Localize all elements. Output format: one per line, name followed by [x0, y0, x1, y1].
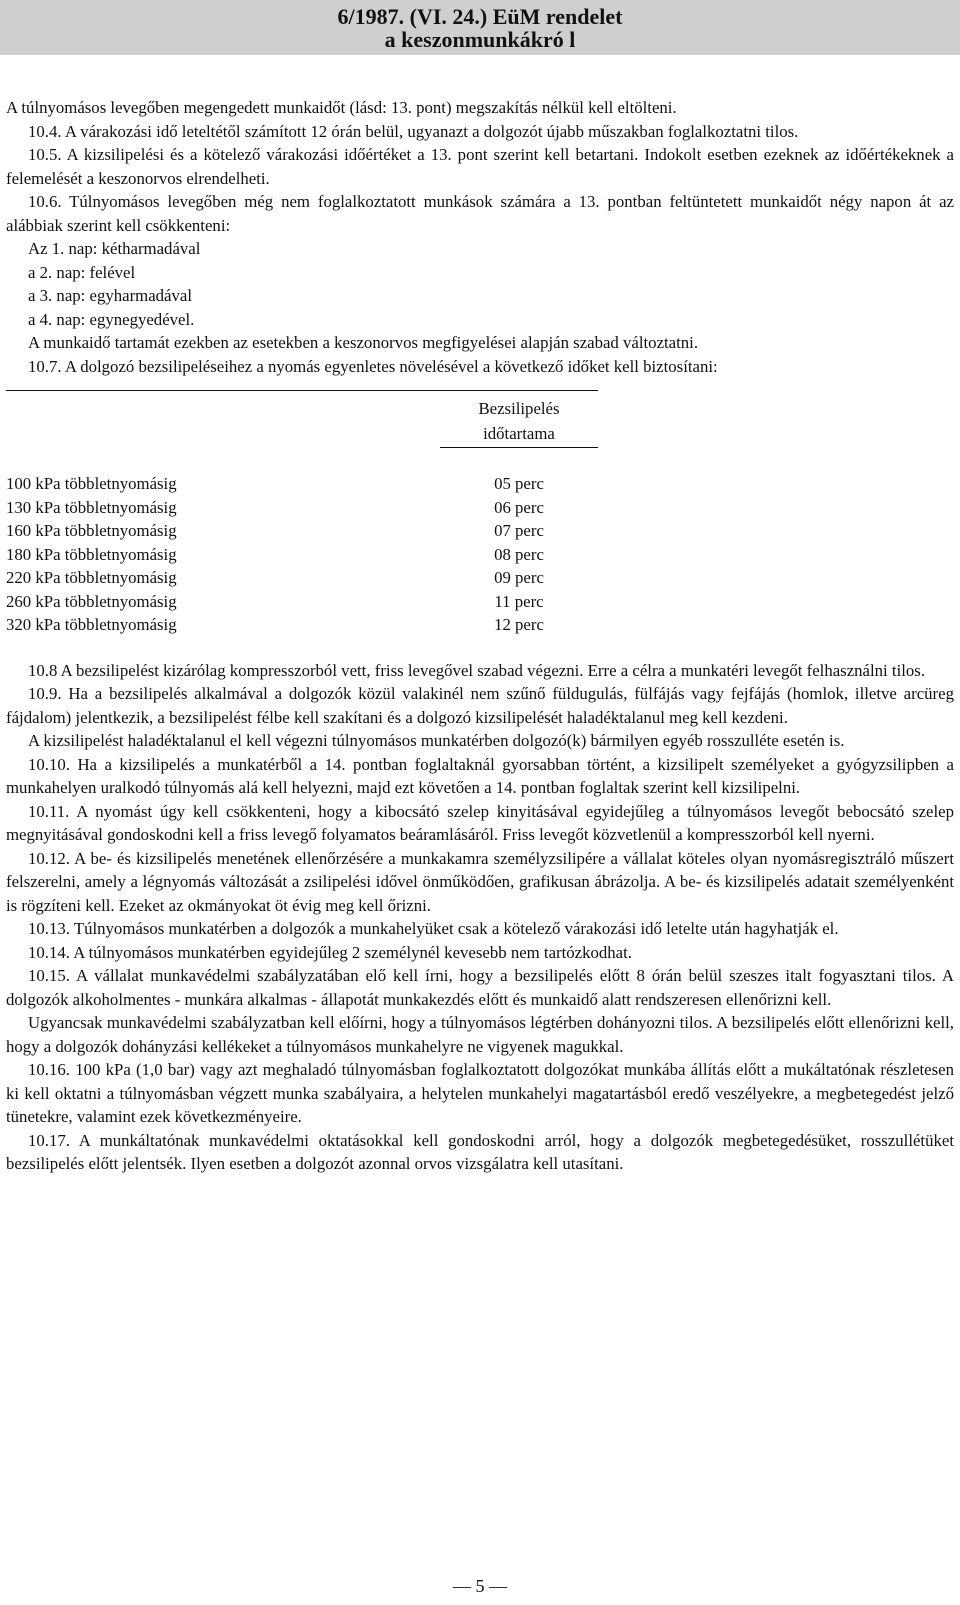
- paragraph-10-10: 10.10. Ha a kizsilipelés a munkatérből a 14. pontban foglaltaknál gyorsabban történt, a kizsilipelt személyeket a gyógyzsilipben a munkahelyen uralkodó túlnyomás alá kell helyezni, majd ezt követően a 14. pontban foglaltak szerint kell kizsilipelni.: [6, 754, 954, 797]
- paragraph: A kizsilipelést haladéktalanul el kell végezni túlnyomásos munkatérben dolgozó(k) bármilyen egyéb rosszulléte esetén is.: [28, 731, 845, 750]
- table-row: [6, 590, 606, 614]
- paragraph: A túlnyomásos levegőben megengedett munkaidőt (lásd: 13. pont) megszakítás nélkül kell eltölteni.: [6, 98, 677, 117]
- table-header-line1: Bezsilipelés: [478, 399, 560, 418]
- document-body: [6, 96, 954, 1176]
- pressure-cell: 260 kPa többletnyomásig: [6, 591, 177, 611]
- pressure-cell: 160 kPa többletnyomásig: [6, 521, 177, 540]
- table-header-line2: időtartama: [483, 424, 555, 443]
- page-header: [0, 0, 960, 55]
- table-row: [6, 519, 606, 543]
- header-title: 6/1987. (VI. 24.) EüM rendelet: [337, 4, 623, 29]
- table-top-rule: [6, 390, 598, 391]
- paragraph: A munkaidő tartamát ezekben az esetekben a keszonorvos megfigyelései alapján szabad változtatni.: [28, 333, 699, 352]
- pressure-cell: 130 kPa többletnyomásig: [6, 497, 177, 517]
- table-body: [6, 472, 606, 637]
- duration-cell: 07 perc: [494, 521, 544, 540]
- table-row: [6, 613, 606, 637]
- list-item: Az 1. nap: kétharmadával: [28, 239, 201, 258]
- table-row: [6, 543, 606, 567]
- paragraph-10-13: 10.13. Túlnyomásos munkatérben a dolgozók a munkahelyüket csak a kötelező várakozási idő letelte után hagyhatják el.: [28, 919, 839, 938]
- paragraph-10-4: 10.4. A várakozási idő leteltétől számított 12 órán belül, ugyanazt a dolgozót újabb műszakban foglalkoztatni tilos.: [28, 121, 799, 141]
- duration-cell: 11 perc: [494, 591, 544, 611]
- paragraph-10-8: 10.8 A bezsilipelést kizárólag kompresszorból vett, friss levegővel szabad végezni. Erre a célra a munkatéri levegőt felhasználni tilos.: [28, 660, 926, 680]
- table-row: [6, 472, 606, 496]
- duration-cell: 06 perc: [494, 497, 544, 517]
- pressure-cell: 100 kPa többletnyomásig: [6, 474, 177, 493]
- table-header: [440, 390, 598, 448]
- duration-cell: 09 perc: [494, 568, 544, 587]
- list-item: a 2. nap: felével: [28, 262, 136, 282]
- table-row: [6, 566, 606, 590]
- paragraph-10-9: 10.9. Ha a bezsilipelés alkalmával a dolgozók közül valakinél nem szűnő füldugulás, fülfájás vagy fejfájás (homlok, illetve arcüreg fájdalom) jelentkezik, a bezsilipelést félbe kell szakítani és a dolgozó kizsilipelését haladéktalanul meg kell kezdeni.: [6, 684, 954, 727]
- paragraph-10-11: 10.11. A nyomást úgy kell csökkenteni, hogy a kibocsátó szelep kinyitásával egyidejűleg a túlnyomásos levegőt bebocsátó szelep megnyitásával gondoskodni kell a friss levegő folyamatos beáramlásáról. Friss levegőt közvetlenül a kompresszorból kell nyerni.: [6, 801, 954, 844]
- pressure-cell: 320 kPa többletnyomásig: [6, 615, 177, 634]
- pressure-cell: 220 kPa többletnyomásig: [6, 568, 177, 587]
- list-item: a 3. nap: egyharmadával: [28, 286, 193, 305]
- list-item: a 4. nap: egynegyedével.: [28, 309, 195, 329]
- paragraph-10-6: 10.6. Túlnyomásos levegőben még nem foglalkoztatott munkások számára a 13. pontban feltüntetett munkaidőt négy napon át az alábbiak szerint kell csökkenteni:: [6, 192, 954, 235]
- paragraph: Ugyancsak munkavédelmi szabályzatban kell előírni, hogy a túlnyomásos légtérben dohányozni tilos. A bezsilipelés előtt ellenőrizni kell, hogy a dolgozók dohányzási kellékeket a túlnyomásos munkahelyre ne vigyenek magukkal.: [6, 1013, 954, 1056]
- pressure-cell: 180 kPa többletnyomásig: [6, 544, 177, 564]
- duration-cell: 08 perc: [494, 544, 544, 564]
- paragraph-10-16: 10.16. 100 kPa (1,0 bar) vagy azt meghaladó túlnyomásban foglalkoztatott dolgozókat munkába állítás előtt a mukáltatónak részletesen ki kell oktatni a túlnyomásban végzett munka szabályaira, a helytelen munkahelyi magatartásból eredő veszélyekre, a megbetegedést jelző tünetekre, valamint ezek következményeire.: [6, 1060, 954, 1126]
- duration-cell: 12 perc: [494, 615, 544, 634]
- paragraph-10-17: 10.17. A munkáltatónak munkavédelmi oktatásokkal kell gondoskodni arról, hogy a dolgozók megbetegedésüket, rosszullétüket bezsilipelés előtt jelentsék. Ilyen esetben a dolgozót azonnal orvos vizsgálatra kell utasítani.: [6, 1130, 954, 1173]
- page-number: — 5 —: [453, 1576, 507, 1596]
- header-subtitle: a keszonmunkákró l: [384, 27, 576, 52]
- paragraph-10-14: 10.14. A túlnyomásos munkatérben egyidejűleg 2 személynél kevesebb nem tartózkodhat.: [28, 942, 632, 962]
- paragraph-10-5: 10.5. A kizsilipelési és a kötelező várakozási időértéket a 13. pont szerint kell betartani. Indokolt esetben ezeknek az időértékeknek a felemelését a keszonorvos elrendelheti.: [6, 145, 954, 188]
- paragraph-10-12: 10.12. A be- és kizsilipelés menetének ellenőrzésére a munkakamra személyzsilipére a vállalat köteles olyan nyomásregisztráló műszert felszerelni, amely a légnyomás változását a zsilipelési idővel önműködően, grafikusan ábrázolja. A be- és kizsilipelés adatait személyenként is rögzíteni kell. Ezeket az okmányokat öt évig meg kell őrizni.: [6, 848, 954, 915]
- duration-cell: 05 perc: [494, 474, 544, 493]
- paragraph-10-15: 10.15. A vállalat munkavédelmi szabályzatában elő kell írni, hogy a bezsilipelés előtt 8 órán belül szeszes italt fogyasztani tilos. A dolgozók alkoholmentes - munkára alkalmas - állapotát munkakezdés előtt és munkaidő alatt rendszeresen ellenőrizni kell.: [6, 966, 954, 1009]
- paragraph-10-7: 10.7. A dolgozó bezsilipeléseihez a nyomás egyenletes növelésével a következő időket kell biztosítani:: [28, 356, 718, 376]
- table-row: [6, 496, 606, 520]
- pressure-table: [6, 390, 606, 637]
